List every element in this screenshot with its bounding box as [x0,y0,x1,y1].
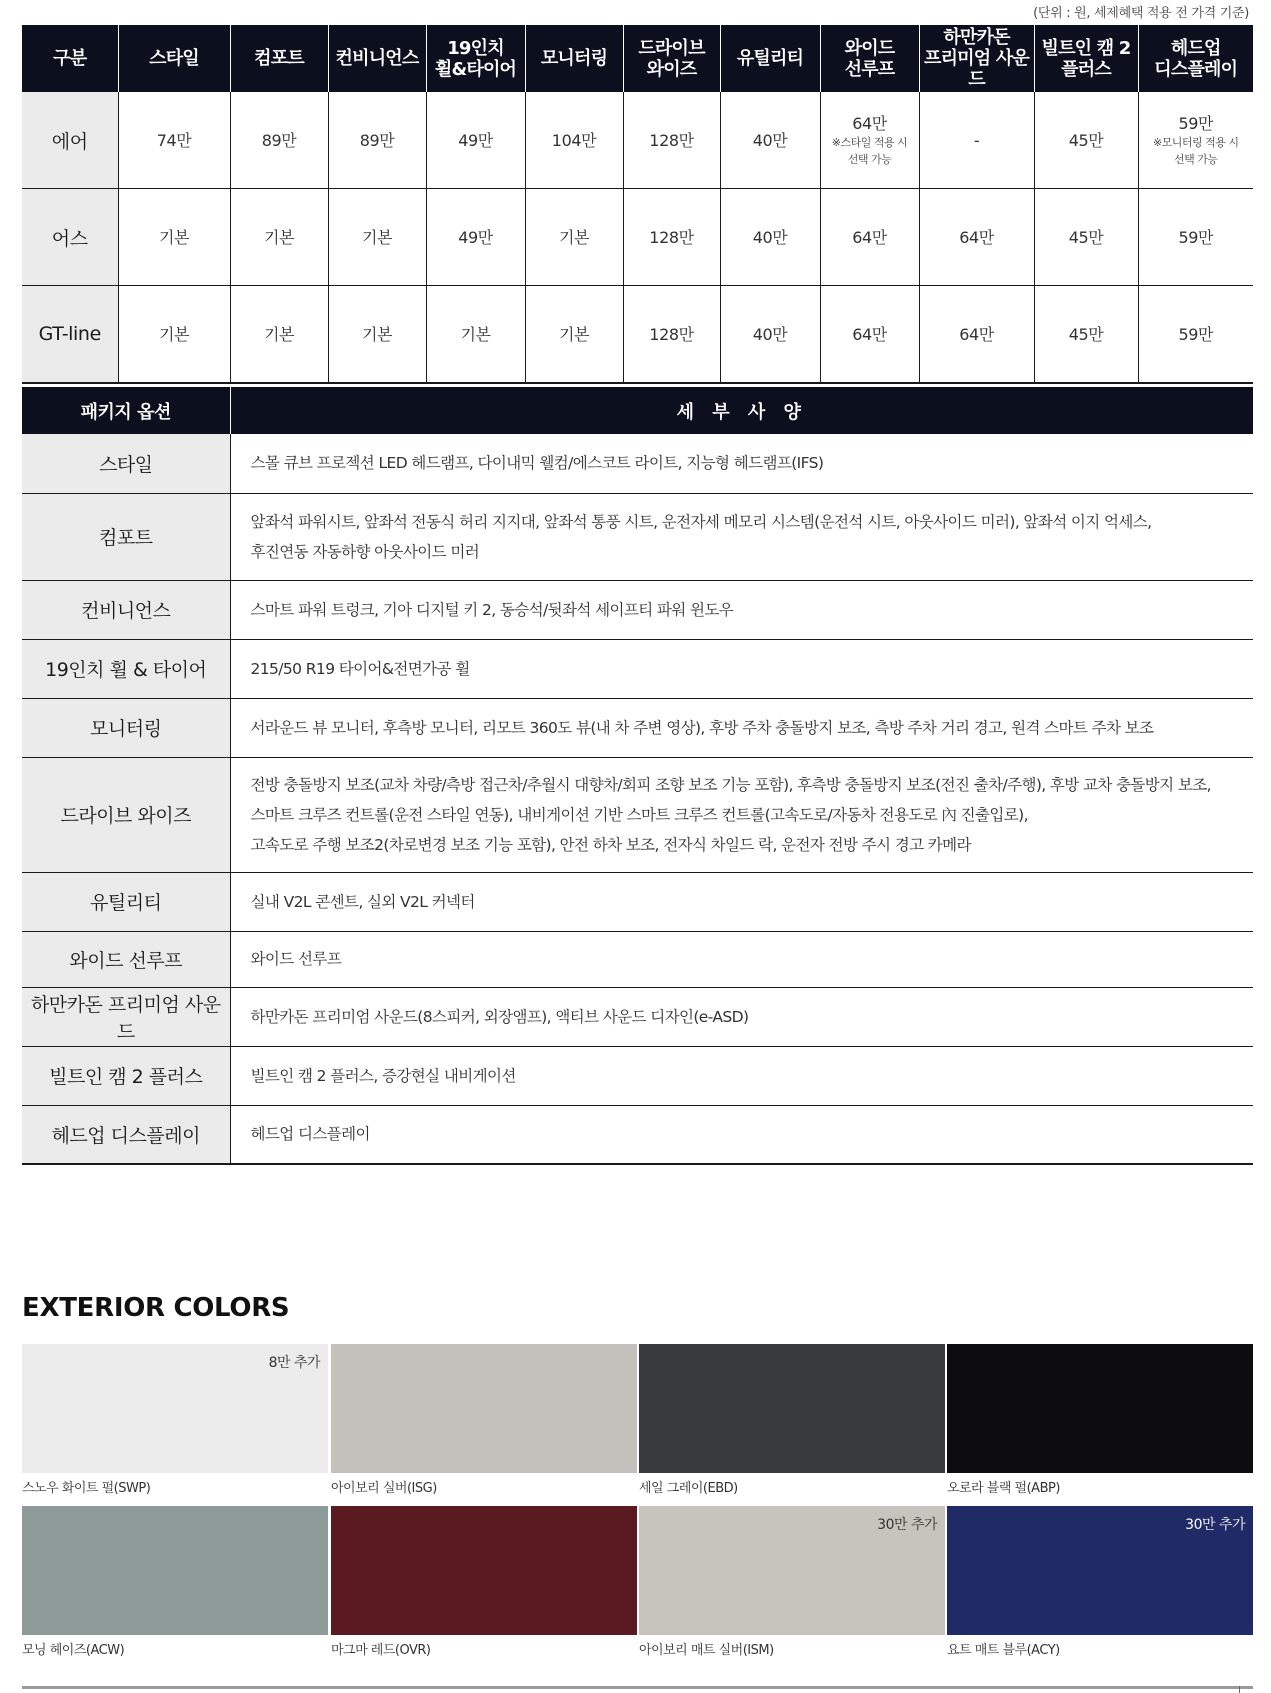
price-cell [919,189,1034,286]
price-value: - [973,130,980,150]
price-value: 기본 [361,324,393,344]
price-value: 74만 [156,130,192,150]
color-name-label: 오로라 블랙 펄(ABP) [947,1481,1060,1496]
price-value: 49만 [458,227,493,247]
price-note: ※스타일 적용 시 선택 가능 [831,135,908,166]
price-cell [820,189,919,286]
package-row [22,1105,1253,1164]
price-header-cell: 헤드업 디스플레이 [1138,25,1253,92]
price-value: 기본 [158,324,190,344]
price-row [22,286,1253,384]
price-value: 기본 [158,227,190,247]
package-description: 스마트 파워 트렁크, 기아 디지털 키 2, 동승석/뒷좌석 세이프티 파워 윈도우 [230,580,1253,639]
price-cell [230,189,328,286]
price-row [22,92,1253,189]
package-name: 컴포트 [22,493,230,580]
price-cell [623,189,720,286]
package-description: 빌트인 캠 2 플러스, 증강현실 내비게이션 [230,1046,1253,1105]
price-cell [1138,189,1253,286]
package-name: 드라이브 와이즈 [22,757,230,872]
bottom-divider [22,1686,1253,1689]
package-row [22,757,1253,872]
price-cell [720,92,820,189]
color-swatch [331,1344,637,1473]
unit-note: (단위 : 원, 세제혜택 적용 전 가격 기준) [1033,6,1249,21]
price-value: 40만 [752,227,788,247]
price-cell [525,92,623,189]
price-row [22,189,1253,286]
price-value: 기본 [460,324,491,344]
price-header-cell: 구분 [22,25,118,92]
trim-name: GT-line [22,286,118,384]
price-header-cell: 드라이브 와이즈 [623,25,720,92]
price-cell [426,92,525,189]
color-swatch [639,1506,945,1635]
price-value: 128만 [649,324,694,344]
price-cell [919,92,1034,189]
package-name: 유틸리티 [22,872,230,931]
package-name: 헤드업 디스플레이 [22,1105,230,1164]
header-package-option: 패키지 옵션 [22,387,230,434]
color-name-label: 마그마 레드(OVR) [331,1643,431,1658]
price-value: 59만 [1178,113,1214,133]
package-description: 와이드 선루프 [230,931,1253,987]
package-description: 앞좌석 파워시트, 앞좌석 전동식 허리 지지대, 앞좌석 통풍 시트, 운전자세 메모리 시스템(운전석 시트, 아웃사이드 미러), 앞좌석 이지 억세스, 후진연동 자동하향 아웃사이드 미러 [230,493,1253,580]
price-cell [328,286,426,384]
price-cell [426,286,525,384]
color-swatch [947,1344,1253,1473]
package-description: 하만카돈 프리미엄 사운드(8스피커, 외장앰프), 액티브 사운드 디자인(e-ASD) [230,987,1253,1046]
package-description: 215/50 R19 타이어&전면가공 휠 [230,639,1253,698]
package-spec-table [22,387,1253,1165]
price-cell [1138,92,1253,189]
package-row [22,931,1253,987]
price-value: 기본 [263,227,295,247]
price-header-cell: 컴포트 [230,25,328,92]
spec-table-header [22,387,1253,434]
price-header-cell: 하만카돈 프리미엄 사운드 [919,25,1034,92]
price-table-header [22,25,1253,92]
price-cell [720,189,820,286]
price-header-cell: 빌트인 캠 2 플러스 [1034,25,1138,92]
package-description: 스몰 큐브 프로젝션 LED 헤드램프, 다이내믹 웰컴/에스코트 라이트, 지능형 헤드램프(IFS) [230,434,1253,493]
color-name-label: 스노우 화이트 펄(SWP) [22,1481,151,1496]
price-value: 45만 [1068,130,1104,150]
price-value: 기본 [361,227,393,247]
color-swatch [22,1344,328,1473]
price-cell [919,286,1034,384]
extra-cost-label: 8만 추가 [268,1355,320,1371]
color-name-label: 아이보리 매트 실버(ISM) [639,1643,774,1658]
price-value: 49만 [458,130,493,150]
package-description: 서라운드 뷰 모니터, 후측방 모니터, 리모트 360도 뷰(내 차 주변 영상), 후방 주차 충돌방지 보조, 측방 주차 거리 경고, 원격 스마트 주차 보조 [230,698,1253,757]
price-cell [118,286,230,384]
package-row [22,434,1253,493]
package-row [22,493,1253,580]
package-description: 헤드업 디스플레이 [230,1105,1253,1164]
price-value: 64만 [852,324,887,344]
package-row [22,639,1253,698]
price-header-cell: 19인치 휠&타이어 [426,25,525,92]
price-value: 기본 [263,324,295,344]
price-cell [230,92,328,189]
bottom-divider-tick [1239,1686,1240,1693]
price-cell [118,92,230,189]
price-header-cell: 컨비니언스 [328,25,426,92]
price-note: ※모니터링 적용 시 선택 가능 [1152,135,1239,166]
price-value: 104만 [551,130,597,150]
price-cell [230,286,328,384]
price-cell [623,286,720,384]
color-name-label: 모닝 헤이즈(ACW) [22,1643,125,1658]
price-value: 40만 [752,130,788,150]
color-swatch [22,1506,328,1635]
price-value: 64만 [959,324,994,344]
exterior-colors-title: EXTERIOR COLORS [22,1293,290,1323]
price-value: 89만 [261,130,297,150]
price-cell [623,92,720,189]
price-cell [1138,286,1253,384]
package-name: 빌트인 캠 2 플러스 [22,1046,230,1105]
price-cell [426,189,525,286]
trim-name: 어스 [22,189,118,286]
package-row [22,580,1253,639]
price-cell [525,286,623,384]
price-cell [328,92,426,189]
trim-name: 에어 [22,92,118,189]
price-value: 기본 [558,324,590,344]
color-name-label: 요트 매트 블루(ACY) [947,1643,1060,1658]
price-header-cell: 유틸리티 [720,25,820,92]
price-cell [1034,92,1138,189]
price-header-cell: 모니터링 [525,25,623,92]
color-swatch [331,1506,637,1635]
package-row [22,1046,1253,1105]
color-name-label: 아이보리 실버(ISG) [331,1481,437,1496]
color-name-label: 세일 그레이(EBD) [639,1481,738,1496]
package-description: 실내 V2L 콘센트, 실외 V2L 커넥터 [230,872,1253,931]
package-row [22,698,1253,757]
price-cell [525,189,623,286]
price-cell [328,189,426,286]
price-value: 45만 [1068,324,1104,344]
package-name: 와이드 선루프 [22,931,230,987]
price-value: 89만 [359,130,395,150]
package-name: 19인치 휠 & 타이어 [22,639,230,698]
header-spec-detail: 세 부 사 양 [230,387,1253,434]
price-header-cell: 스타일 [118,25,230,92]
package-price-table [22,25,1253,384]
price-cell [820,286,919,384]
extra-cost-label: 30만 추가 [877,1517,937,1533]
package-name: 컨비니언스 [22,580,230,639]
price-value: 40만 [752,324,788,344]
price-value: 64만 [852,113,887,133]
price-cell [820,92,919,189]
price-value: 기본 [558,227,590,247]
price-value: 64만 [959,227,994,247]
package-name: 모니터링 [22,698,230,757]
price-value: 45만 [1068,227,1104,247]
price-value: 64만 [852,227,887,247]
package-row [22,872,1253,931]
package-description: 전방 충돌방지 보조(교차 차량/측방 접근차/추월시 대향차/회피 조향 보조 기능 포함), 후측방 충돌방지 보조(전진 출차/주행), 후방 교차 충돌방지 보조, 스마트 크루즈 컨트롤(운전 스타일 연동), 내비게이션 기반 스마트 크루즈 컨트롤(고속도로/자동차 전용도로 內 진출입로), 고속도로 주행 보조2(차로변경 보조 기능 포함), 안전 하차 보조, 전자식 차일드 락, 운전자 전방 주시 경고 카메라 [230,757,1253,872]
price-header-cell: 와이드 선루프 [820,25,919,92]
package-name: 하만카돈 프리미엄 사운드 [22,987,230,1046]
price-value: 128만 [649,130,694,150]
extra-cost-label: 30만 추가 [1185,1517,1245,1533]
price-value: 128만 [649,227,694,247]
price-cell [720,286,820,384]
price-cell [118,189,230,286]
price-value: 59만 [1178,324,1214,344]
price-value: 59만 [1178,227,1214,247]
price-cell [1034,189,1138,286]
price-cell [1034,286,1138,384]
package-name: 스타일 [22,434,230,493]
color-swatch [639,1344,945,1473]
color-swatch [947,1506,1253,1635]
package-row [22,987,1253,1046]
